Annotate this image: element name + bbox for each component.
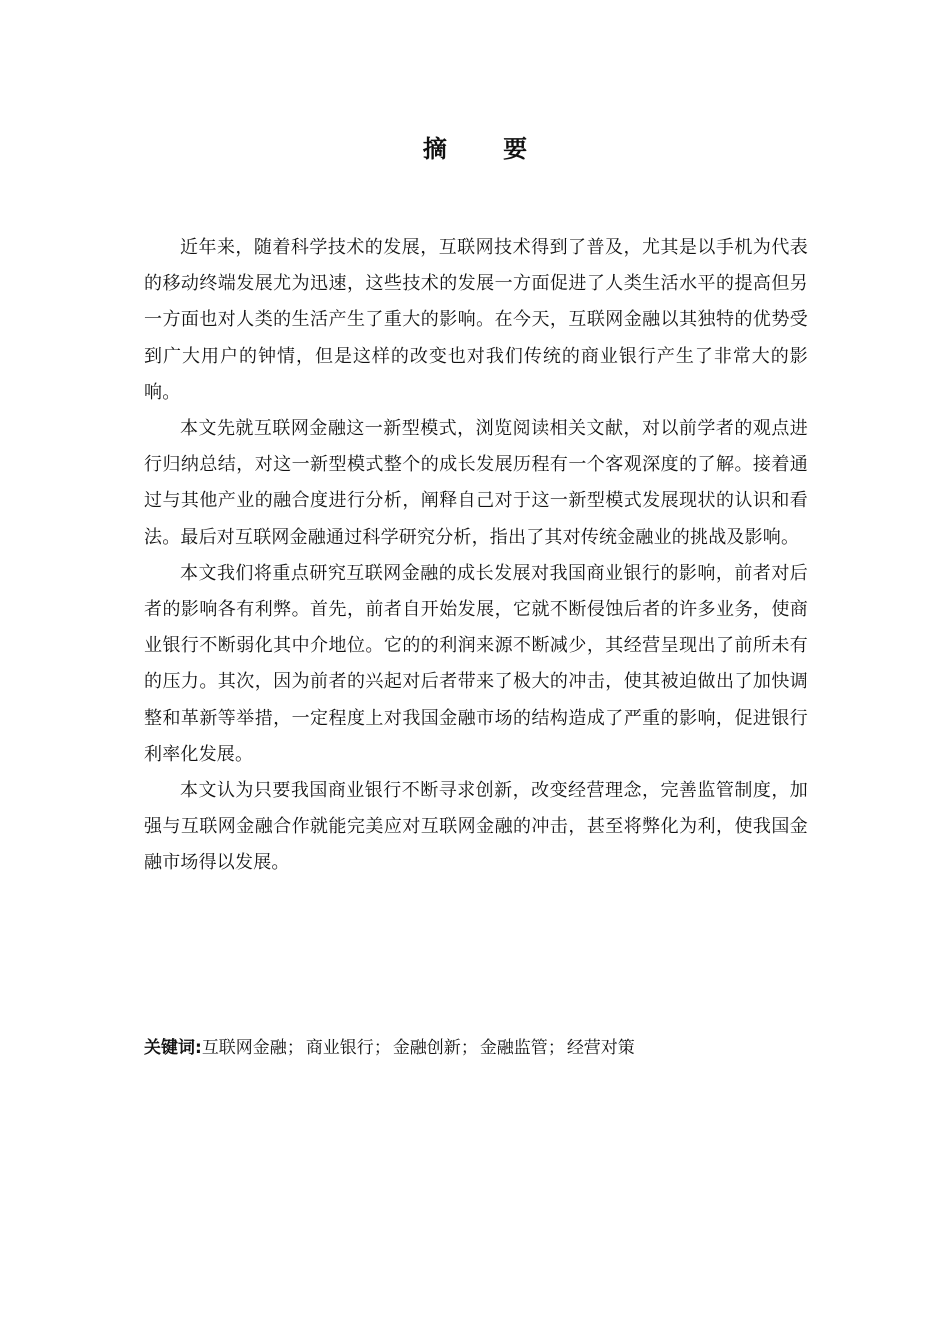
abstract-paragraph-4: 本文认为只要我国商业银行不断寻求创新，改变经营理念，完善监管制度，加强与互联网金融合作就能完美应对互联网金融的冲击，甚至将弊化为利，使我国金融市场得以发展。	[144, 780, 808, 874]
keywords-label: 关键词:	[144, 1038, 202, 1058]
keyword-separator: ；	[460, 1038, 478, 1058]
keyword-separator: ；	[547, 1038, 565, 1058]
keyword-item: 互联网金融	[201, 1038, 287, 1058]
abstract-body	[144, 230, 808, 882]
keyword-item: 商业银行	[305, 1038, 374, 1058]
abstract-paragraph-1: 近年来，随着科学技术的发展，互联网技术得到了普及，尤其是以手机为代表的移动终端发展尤为迅速，这些技术的发展一方面促进了人类生活水平的提高但另一方面也对人类的生活产生了重大的影响。在今天，互联网金融以其独特的优势受到广大用户的钟情，但是这样的改变也对我们传统的商业银行产生了非常大的影响。	[144, 237, 808, 403]
keyword-separator: ；	[286, 1038, 304, 1058]
abstract-paragraph-2: 本文先就互联网金融这一新型模式，浏览阅读相关文献，对以前学者的观点进行归纳总结，对这一新型模式整个的成长发展历程有一个客观深度的了解。接着通过与其他产业的融合度进行分析，阐释自己对于这一新型模式发展现状的认识和看法。最后对互联网金融通过科学研究分析，指出了其对传统金融业的挑战及影响。	[144, 418, 808, 548]
keyword-item: 金融创新	[392, 1038, 461, 1058]
page-title: 摘 要	[422, 134, 552, 163]
abstract-paragraph-3: 本文我们将重点研究互联网金融的成长发展对我国商业银行的影响，前者对后者的影响各有利弊。首先，前者自开始发展，它就不断侵蚀后者的许多业务，使商业银行不断弱化其中介地位。它的的利润来源不断减少，其经营呈现出了前所未有的压力。其次，因为前者的兴起对后者带来了极大的冲击，使其被迫做出了加快调整和革新等举措，一定程度上对我国金融市场的结构造成了严重的影响，促进银行利率化发展。	[144, 562, 808, 765]
keyword-separator: ；	[373, 1038, 391, 1058]
keywords-line	[144, 1033, 808, 1063]
keyword-item: 经营对策	[566, 1038, 635, 1058]
keyword-item: 金融监管	[479, 1038, 548, 1058]
